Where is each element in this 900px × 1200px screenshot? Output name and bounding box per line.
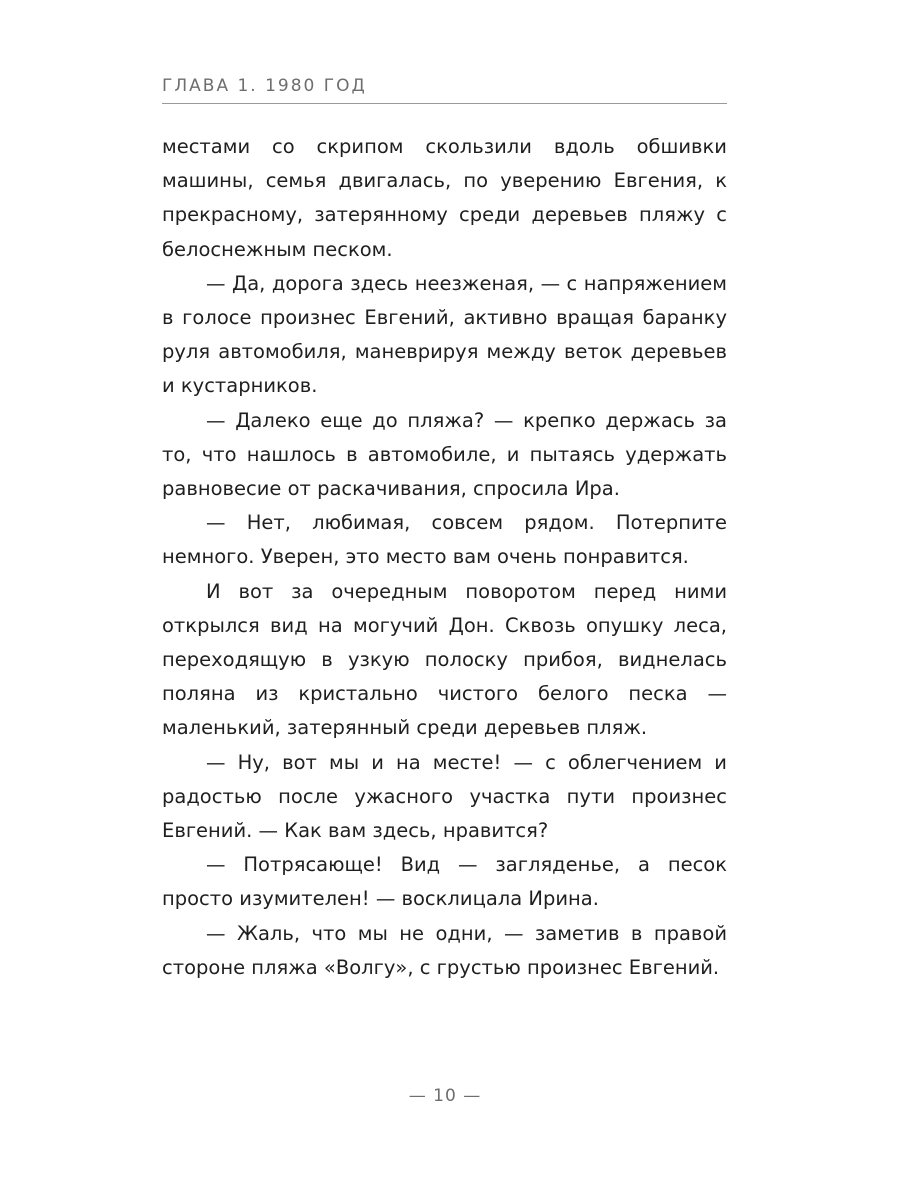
paragraph: местами со скрипом скользили вдоль обшивки машины, семья двигалась, по уверению Евгения, к прекрасному, затерянному среди деревьев пляжу с белоснежным песком. <box>162 135 727 261</box>
paragraph: — Ну, вот мы и на месте! — с облегчением и радостью после ужасного участка пути произнес Евгений. — Как вам здесь, нравится? <box>162 750 727 843</box>
paragraph: — Потрясающе! Вид — загляденье, а песок просто изумителен! — восклицала Ирина. <box>162 853 727 911</box>
paragraph: — Жаль, что мы не одни, — заметив в правой стороне пляжа «Волгу», с грустью произнес Евгений. <box>162 921 727 979</box>
paragraph: — Да, дорога здесь неезженая, — с напряжением в голосе произнес Евгений, активно вращая баранку руля автомобиля, маневрируя между веток деревьев и кустарников. <box>162 271 727 398</box>
paragraph: — Нет, любимая, совсем рядом. Потерпите немного. Уверен, это место вам очень понравится. <box>162 511 727 569</box>
running-head: ГЛАВА 1. 1980 ГОД <box>162 76 367 96</box>
paragraph: И вот за очередным поворотом перед ними открылся вид на могучий Дон. Сквозь опушку леса, переходящую в узкую полоску прибоя, виднелась поляна из кристально чистого белого песка — маленький, затерянный среди деревьев пляж. <box>162 579 727 740</box>
page-number: — 10 — <box>408 1086 482 1106</box>
header-rule <box>162 103 727 104</box>
body-text <box>162 130 727 985</box>
paragraph: — Далеко еще до пляжа? — крепко держась за то, что нашлось в автомобиле, и пытаясь удержать равновесие от раскачивания, спросила Ира. <box>162 408 727 501</box>
